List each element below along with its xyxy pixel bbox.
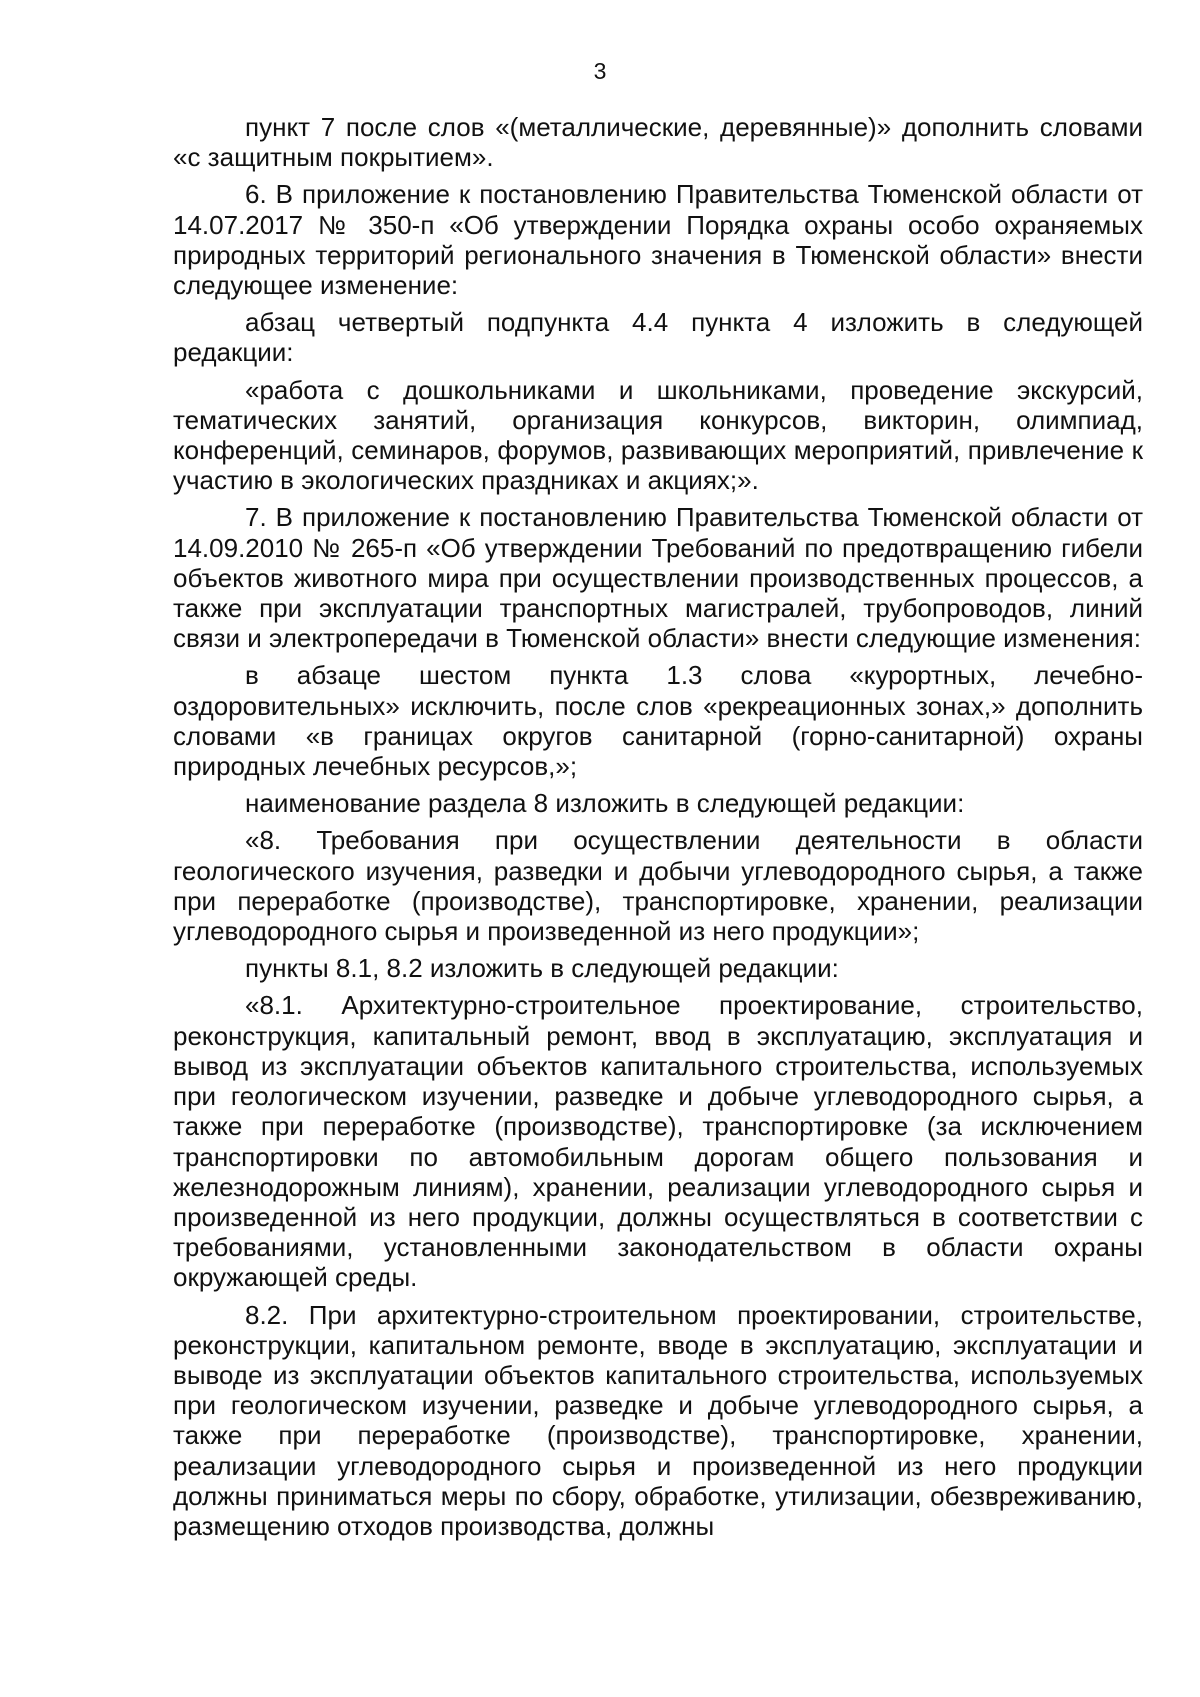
paragraph-item-8-2: 8.2. При архитектурно-строительном проектировании, строительстве, реконструкции, капитальном ремонте, вводе в эксплуатацию, эксплуатации и выводе из эксплуатации объектов капитального строительства, используемых при геологическом изучении, разведке и добыче углеводородного сырья, а также при переработке (производстве), транспортировке, хранении, реализации углеводородного сырья и произведенной из него продукции должны приниматься меры по сбору, обработке, утилизации, обезвреживанию, размещению отходов производства, должны bbox=[173, 1299, 1143, 1541]
paragraph-items-8-1-8-2-instruction: пункты 8.1, 8.2 изложить в следующей редакции: bbox=[245, 953, 839, 984]
document-body bbox=[173, 112, 1143, 1548]
paragraph-item-8-1: «8.1. Архитектурно-строительное проектирование, строительство, реконструкция, капитальный ремонт, ввод в эксплуатацию, эксплуатация и вывод из эксплуатации объектов капитального строительства, используемых при геологическом изучении, разведке и добыче углеводородного сырья, а также при переработке (производстве), транспортировке (за исключением транспортировки по автомобильным дорогам общего пользования и железнодорожным линиям), хранении, реализации углеводородного сырья и произведенной из него продукции, должны осуществляться в соответствии с требованиями, установленными законодательством в области охраны окружающей среды. bbox=[173, 990, 1143, 1293]
paragraph-amendment-6-instruction: абзац четвертый подпункта 4.4 пункта 4 изложить в следующей редакции: bbox=[173, 307, 1143, 368]
paragraph-item-7-coating: пункт 7 после слов «(металлические, деревянные)» дополнить словами «с защитным покрытием». bbox=[173, 112, 1143, 173]
paragraph-section-8-title-instruction: наименование раздела 8 изложить в следующей редакции: bbox=[245, 788, 965, 819]
page-number: 3 bbox=[593, 58, 607, 84]
paragraph-amendment-7-intro: 7. В приложение к постановлению Правительства Тюменской области от 14.09.2010 № 265-п «Об утверждении Требований по предотвращению гибели объектов животного мира при осуществлении производственных процессов, а также при эксплуатации транспортных магистралей, трубопроводов, линий связи и электропередачи в Тюменской области» внести следующие изменения: bbox=[173, 502, 1143, 654]
paragraph-amendment-6-new-text: «работа с дошкольниками и школьниками, проведение экскурсий, тематических занятий, организация конкурсов, викторин, олимпиад, конференций, семинаров, форумов, развивающих мероприятий, привлечение к участию в экологических праздниках и акциях;». bbox=[173, 374, 1143, 496]
paragraph-amendment-6-intro: 6. В приложение к постановлению Правительства Тюменской области от 14.07.2017 № 350-п «Об утверждении Порядка охраны особо охраняемых природных территорий регионального значения в Тюменской области» внести следующее изменение: bbox=[173, 179, 1143, 301]
paragraph-section-8-new-title: «8. Требования при осуществлении деятельности в области геологического изучения, разведки и добычи углеводородного сырья, а также при переработке (производстве), транспортировке, хранении, реализации углеводородного сырья и произведенной из него продукции»; bbox=[173, 825, 1143, 947]
paragraph-amendment-7-item-1-3: в абзаце шестом пункта 1.3 слова «курортных, лечебно-оздоровительных» исключить, после слов «рекреационных зонах,» дополнить словами «в границах округов санитарной (горно-санитарной) охраны природных лечебных ресурсов,»; bbox=[173, 660, 1143, 782]
